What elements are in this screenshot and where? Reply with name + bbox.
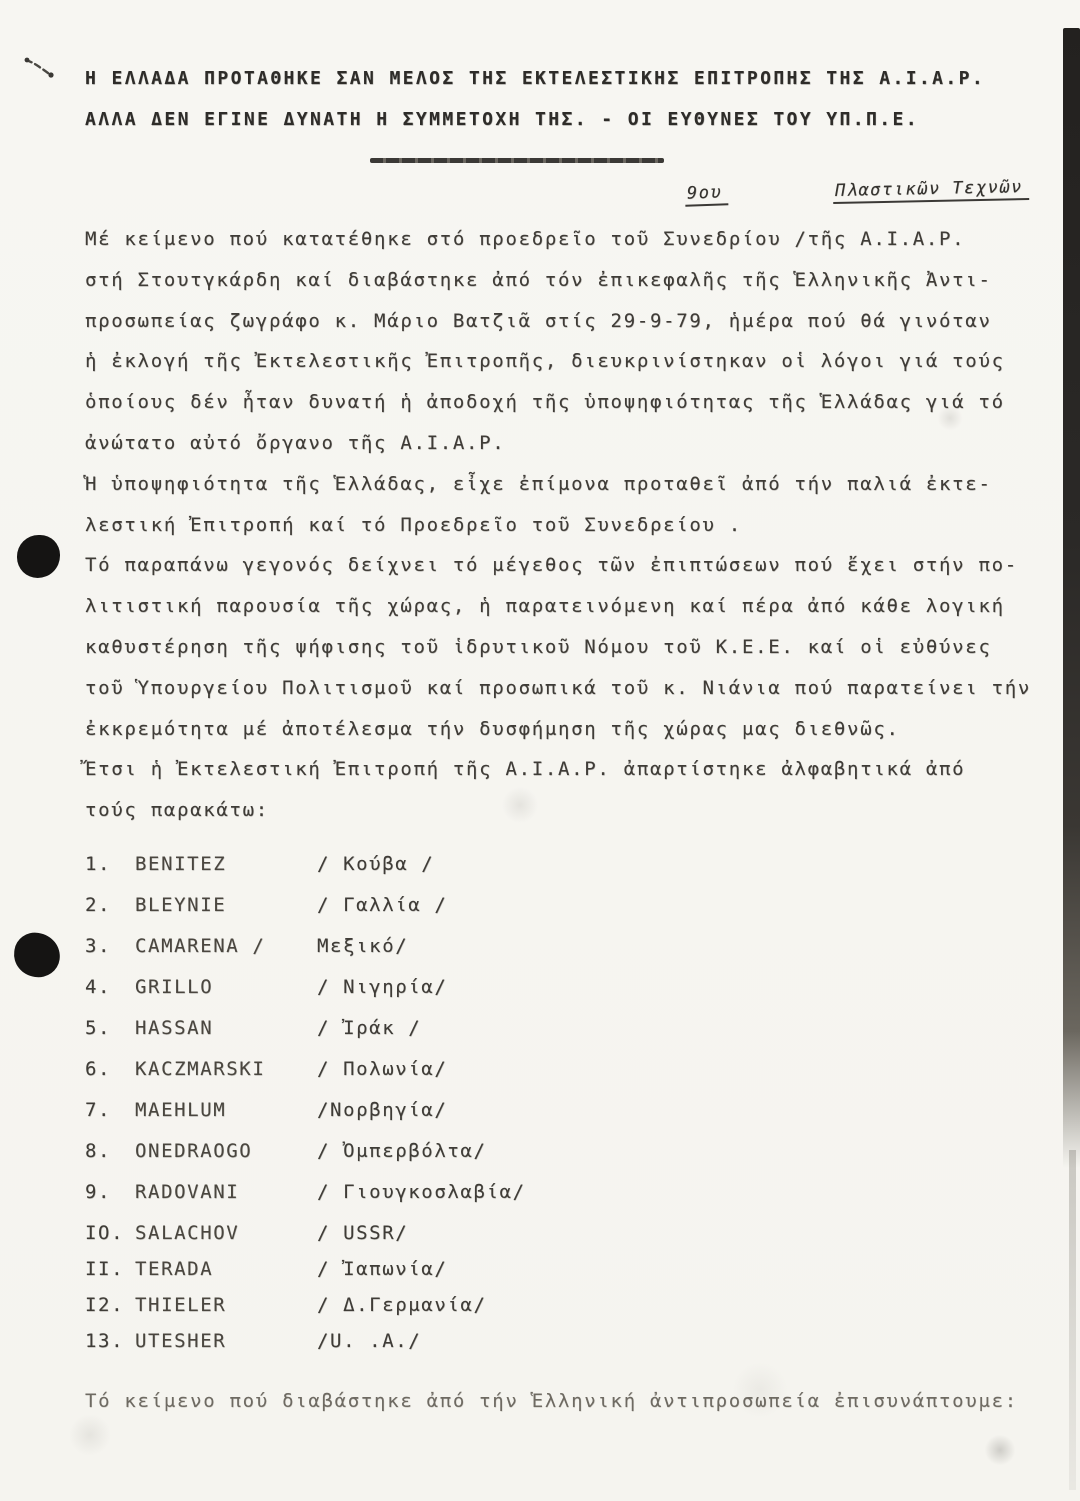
item-number: 8. xyxy=(85,1139,112,1162)
member-name: TERADA xyxy=(135,1257,214,1280)
handwritten-check-mark xyxy=(20,52,68,88)
scan-edge-band-tail xyxy=(1069,1150,1076,1490)
member-country: / Νιγηρία/ xyxy=(317,975,448,998)
item-number: 6. xyxy=(85,1057,112,1080)
member-country: / Ἰαπωνία/ xyxy=(317,1257,448,1280)
list-item xyxy=(85,1330,1045,1366)
body-line: ἐκκρεμότητα μέ ἀποτέλεσμα τήν δυσφήμηση τῆς χώρας μας διεθνῶς. xyxy=(85,717,900,740)
member-country: /U. .A./ xyxy=(317,1329,422,1352)
list-item xyxy=(85,853,1045,894)
body-line: προσωπείας ζωγράφο κ. Μάριο Βατζιᾶ στίς 29-9-79, ἡμέρα πού θά γινόταν xyxy=(85,309,992,332)
body-line: ἡ ἐκλογή τῆς Ἐκτελεστικῆς Ἐπιτροπῆς, διευκρινίστηκαν οἱ λόγοι γιά τούς xyxy=(85,350,1005,373)
member-country: / Πολωνία/ xyxy=(317,1057,448,1080)
item-number: 4. xyxy=(85,975,112,998)
member-name: UTESHER xyxy=(135,1329,227,1352)
item-number: IO. xyxy=(85,1221,125,1244)
body-line: ὁποίους δέν ἦταν δυνατή ἡ ἀποδοχή τῆς ὑποψηφιότητας τῆς Ἑλλάδας γιά τό xyxy=(85,391,1005,414)
member-name: BENITEZ xyxy=(135,852,227,875)
member-name: THIELER xyxy=(135,1293,227,1316)
member-name: CAMARENA / xyxy=(135,934,266,957)
member-country: Μεξικό/ xyxy=(317,934,409,957)
list-item xyxy=(85,935,1045,976)
list-item xyxy=(85,1294,1045,1330)
handwritten-insertion-label: Πλαστικῶν Τεχνῶν xyxy=(833,177,1029,204)
list-item xyxy=(85,1140,1045,1181)
member-name: BLEYNIE xyxy=(135,893,227,916)
body-line: τούς παρακάτω: xyxy=(85,799,269,822)
item-number: 9. xyxy=(85,1180,112,1203)
body-paragraph xyxy=(85,219,1045,831)
item-number: 13. xyxy=(85,1329,125,1352)
item-number: 3. xyxy=(85,934,112,957)
punch-dot xyxy=(17,535,60,578)
body-line: λεστική Ἐπιτροπή καί τό Προεδρεῖο τοῦ Συνεδρείου . xyxy=(85,513,742,536)
member-name: GRILLO xyxy=(135,975,214,998)
member-name: SALACHOV xyxy=(135,1221,240,1244)
document-content xyxy=(85,58,1045,1412)
item-number: I2. xyxy=(85,1293,125,1316)
list-item xyxy=(85,1258,1045,1294)
list-item xyxy=(85,1017,1045,1058)
committee-member-list xyxy=(85,853,1045,1366)
member-name: MAEHLUM xyxy=(135,1098,227,1121)
body-line: τοῦ Ὑπουργείου Πολιτισμοῦ καί προσωπικά τοῦ κ. Νιάνια πού παρατείνει τήν xyxy=(85,676,1032,699)
item-number: II. xyxy=(85,1257,125,1280)
body-line: ἀνώτατο αὐτό ὄργανο τῆς Α.Ι.Α.Ρ. xyxy=(85,431,506,454)
member-country: / Ἰράκ / xyxy=(317,1016,422,1039)
member-name: ONEDRAOGO xyxy=(135,1139,253,1162)
title-line-1: Η ΕΛΛΑΔΑ ΠΡΟΤΑΘΗΚΕ ΣΑΝ ΜΕΛΟΣ ΤΗΣ ΕΚΤΕΛΕΣΤΙΚΗΣ ΕΠΙΤΡΟΠΗΣ ΤΗΣ Α.Ι.Α.Ρ. xyxy=(85,68,986,89)
list-item xyxy=(85,976,1045,1017)
handwritten-insertion-row xyxy=(85,177,1045,217)
list-item xyxy=(85,1181,1045,1222)
item-number: 2. xyxy=(85,893,112,916)
body-line: Μέ κείμενο πού κατατέθηκε στό προεδρεῖο τοῦ Συνεδρίου /τῆς Α.Ι.Α.Ρ. xyxy=(85,228,966,250)
title-divider-line xyxy=(370,158,664,163)
list-item xyxy=(85,1058,1045,1099)
body-line: καθυστέρηση τῆς ψήφισης τοῦ ἱδρυτικοῦ Νόμου τοῦ Κ.Ε.Ε. καί οἱ εὐθύνες xyxy=(85,635,992,658)
item-number: 7. xyxy=(85,1098,112,1121)
list-item xyxy=(85,1222,1045,1258)
scan-edge-band xyxy=(1063,28,1080,1168)
body-line: στή Στουτγκάρδη καί διαβάστηκε ἀπό τόν ἐπικεφαλῆς τῆς Ἑλληνικῆς Ἀντι- xyxy=(85,268,992,291)
item-number: 5. xyxy=(85,1016,112,1039)
title-line-2: ΑΛΛΑ ΔΕΝ ΕΓΙΝΕ ΔΥΝΑΤΗ Η ΣΥΜΜΕΤΟΧΗ ΤΗΣ. - ΟΙ ΕΥΘΥΝΕΣ ΤΟΥ ΥΠ.Π.Ε. xyxy=(85,109,919,130)
item-number: 1. xyxy=(85,852,112,875)
member-country: / Γιουγκοσλαβία/ xyxy=(317,1180,526,1203)
punch-dot xyxy=(11,930,63,980)
member-country: / USSR/ xyxy=(317,1221,409,1244)
member-country: / Ὀμπερβόλτα/ xyxy=(317,1139,487,1162)
member-country: /Νορβηγία/ xyxy=(317,1098,448,1121)
member-country: / Γαλλία / xyxy=(317,893,448,916)
member-name: KACZMARSKI xyxy=(135,1057,266,1080)
closing-line: Τό κείμενο πού διαβάστηκε ἀπό τήν Ἑλληνική ἀντιπροσωπεία ἐπισυνάπτουμε: xyxy=(85,1389,1018,1412)
document-title xyxy=(85,58,1045,140)
handwritten-insertion-number: 9ου xyxy=(685,182,729,206)
body-line: Ἡ ὑποψηφιότητα τῆς Ἑλλάδας, εἶχε ἐπίμονα προταθεῖ ἀπό τήν παλιά ἐκτε- xyxy=(85,472,992,495)
body-line: λιτιστική παρουσία τῆς χώρας, ἡ παρατεινόμενη καί πέρα ἀπό κάθε λογική xyxy=(85,595,1005,618)
member-country: / Δ.Γερμανία/ xyxy=(317,1293,487,1316)
member-name: RADOVANI xyxy=(135,1180,240,1203)
list-item xyxy=(85,1099,1045,1140)
body-line: Ἔτσι ἡ Ἐκτελεστική Ἐπιτροπή τῆς Α.Ι.Α.Ρ. ἀπαρτίστηκε ἀλφαβητικά ἀπό xyxy=(85,758,966,781)
list-item xyxy=(85,894,1045,935)
member-name: HASSAN xyxy=(135,1016,214,1039)
body-line: Τό παραπάνω γεγονός δείχνει τό μέγεθος τῶν ἐπιπτώσεων πού ἔχει στήν πο- xyxy=(85,554,1018,577)
member-country: / Κούβα / xyxy=(317,852,435,875)
